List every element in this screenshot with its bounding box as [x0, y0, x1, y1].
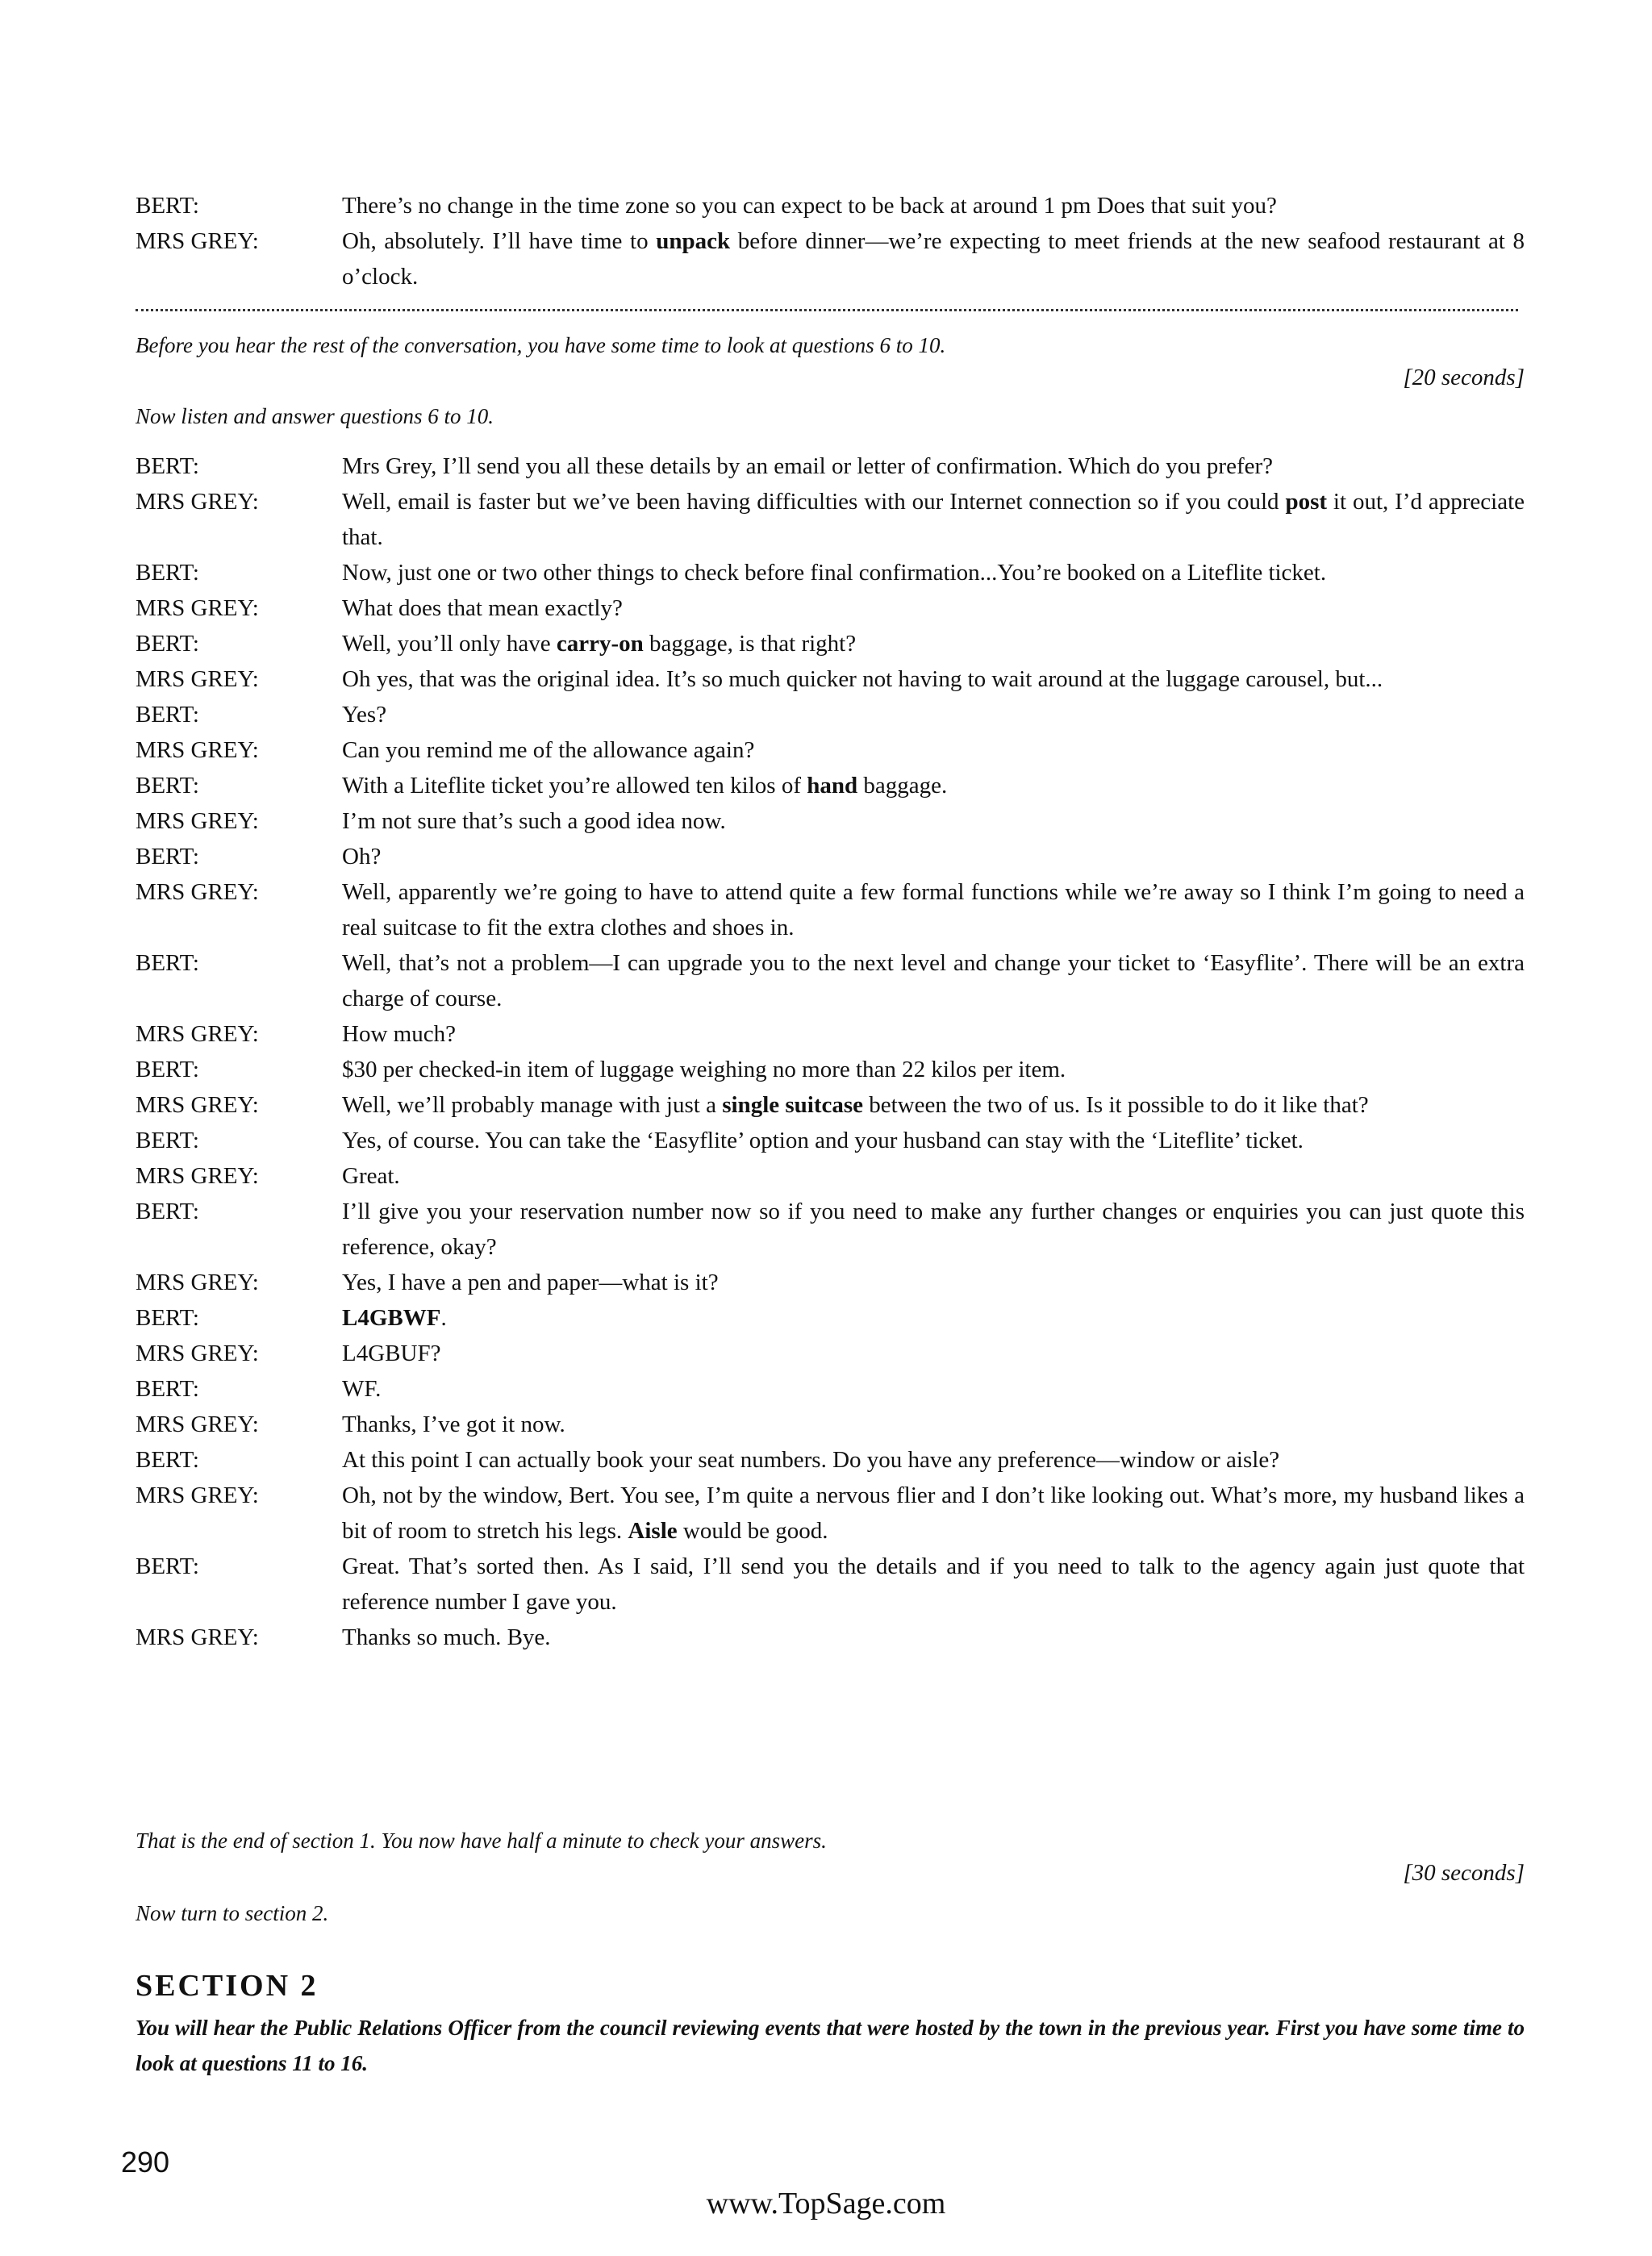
speaker-label: BERT:: [136, 1553, 199, 1579]
dialogue-block-main: [136, 448, 1525, 1655]
dialogue-row: [136, 1194, 1525, 1265]
instruction-turn-section-2: Now turn to section 2.: [136, 1901, 329, 1925]
speaker-label: MRS GREY:: [136, 1021, 259, 1047]
dialogue-line: Great. That’s sorted then. As I said, I’ll send you the details and if you need to talk to the agency again just quote that reference number I gave you.: [342, 1553, 1525, 1615]
dialogue-row: [136, 555, 1525, 590]
speaker-label: BERT:: [136, 1305, 199, 1331]
dialogue-row: [136, 590, 1525, 626]
dialogue-line: Thanks so much. Bye.: [342, 1624, 551, 1650]
dialogue-line: There’s no change in the time zone so you can expect to be back at around 1 pm Does that suit you?: [342, 193, 1277, 219]
dialogue-row: [136, 1158, 1525, 1194]
speaker-label: BERT:: [136, 773, 199, 799]
dialogue-row: [136, 732, 1525, 768]
instruction-listen: Now listen and answer questions 6 to 10.: [136, 404, 494, 428]
dialogue-row: [136, 803, 1525, 839]
dialogue-line: Well, email is faster but we’ve been having difficulties with our Internet connection so if you could post it out, I’d appreciate that.: [342, 489, 1525, 550]
instruction-end-section-1: That is the end of section 1. You now have half a minute to check your answers.: [136, 1829, 827, 1853]
dialogue-row: [136, 1442, 1525, 1478]
dialogue-row: [136, 1265, 1525, 1300]
dialogue-line: At this point I can actually book your seat numbers. Do you have any preference—window or aisle?: [342, 1447, 1280, 1473]
dialogue-line: I’m not sure that’s such a good idea now.: [342, 808, 726, 834]
speaker-label: MRS GREY:: [136, 879, 259, 905]
speaker-label: MRS GREY:: [136, 666, 259, 692]
dialogue-row: [136, 1087, 1525, 1123]
page-number: 290: [121, 2145, 170, 2179]
dialogue-row: [136, 1300, 1525, 1336]
speaker-label: BERT:: [136, 560, 199, 586]
dialogue-row: [136, 697, 1525, 732]
speaker-label: BERT:: [136, 1376, 199, 1402]
speaker-label: BERT:: [136, 453, 199, 479]
dotted-separator: [136, 309, 1518, 311]
dialogue-line: What does that mean exactly?: [342, 595, 623, 621]
dialogue-row: [136, 223, 1525, 294]
speaker-label: BERT:: [136, 950, 199, 976]
speaker-label: MRS GREY:: [136, 1270, 259, 1295]
dialogue-line: Thanks, I’ve got it now.: [342, 1412, 565, 1437]
dialogue-line: $30 per checked-in item of luggage weighing no more than 22 kilos per item.: [342, 1057, 1066, 1082]
speaker-label: BERT:: [136, 193, 199, 219]
dialogue-row: [136, 1052, 1525, 1087]
timing-20-seconds: [20 seconds]: [1403, 365, 1525, 390]
dialogue-row: [136, 1336, 1525, 1371]
dialogue-line: Yes?: [342, 702, 387, 728]
speaker-label: MRS GREY:: [136, 737, 259, 763]
dialogue-row: [136, 1478, 1525, 1549]
dialogue-line: Well, we’ll probably manage with just a single suitcase between the two of us. Is it possible to do it like that?: [342, 1092, 1369, 1118]
dialogue-row: [136, 661, 1525, 697]
speaker-label: BERT:: [136, 1199, 199, 1224]
dialogue-row: [136, 945, 1525, 1016]
dialogue-row: [136, 626, 1525, 661]
footer-url: www.TopSage.com: [706, 2187, 946, 2221]
dialogue-row: [136, 1123, 1525, 1158]
speaker-label: MRS GREY:: [136, 1412, 259, 1437]
speaker-label: MRS GREY:: [136, 1163, 259, 1189]
dialogue-block-top: [136, 188, 1525, 294]
section-heading: SECTION 2: [136, 1969, 319, 2003]
dialogue-row: [136, 188, 1525, 223]
dialogue-line: Yes, I have a pen and paper—what is it?: [342, 1270, 719, 1295]
dialogue-row: [136, 484, 1525, 555]
speaker-label: MRS GREY:: [136, 1341, 259, 1366]
speaker-label: BERT:: [136, 631, 199, 657]
dialogue-line: Oh, not by the window, Bert. You see, I’m quite a nervous flier and I don’t like looking out. What’s more, my husband likes a bit of room to stretch his legs. Aisle would be good.: [342, 1482, 1525, 1544]
dialogue-line: Oh?: [342, 844, 382, 869]
dialogue-line: Yes, of course. You can take the ‘Easyflite’ option and your husband can stay with the ‘Liteflite’ ticket.: [342, 1128, 1304, 1153]
dialogue-line: Mrs Grey, I’ll send you all these details by an email or letter of confirmation. Which do you prefer?: [342, 453, 1273, 479]
section-intro: You will hear the Public Relations Officer from the council reviewing events that were hosted by the town in the previous year. First you have some time to look at questions 11 to 16.: [136, 2016, 1525, 2075]
dialogue-line: Great.: [342, 1163, 400, 1189]
speaker-label: MRS GREY:: [136, 228, 259, 254]
dialogue-line: Now, just one or two other things to check before final confirmation...You’re booked on a Liteflite ticket.: [342, 560, 1327, 586]
speaker-label: MRS GREY:: [136, 1092, 259, 1118]
speaker-label: MRS GREY:: [136, 489, 259, 515]
dialogue-row: [136, 1016, 1525, 1052]
speaker-label: MRS GREY:: [136, 595, 259, 621]
dialogue-row: [136, 1371, 1525, 1407]
dialogue-row: [136, 1407, 1525, 1442]
dialogue-line: Well, apparently we’re going to have to attend quite a few formal functions while we’re away so I think I’m going to need a real suitcase to fit the extra clothes and shoes in.: [342, 879, 1525, 940]
dialogue-line: Well, that’s not a problem—I can upgrade you to the next level and change your ticket to ‘Easyflite’. There will be an extra charge of course.: [342, 950, 1525, 1011]
dialogue-row: [136, 768, 1525, 803]
dialogue-row: [136, 448, 1525, 484]
speaker-label: MRS GREY:: [136, 1482, 259, 1508]
dialogue-row: [136, 1549, 1525, 1620]
dialogue-row: [136, 839, 1525, 874]
speaker-label: BERT:: [136, 844, 199, 869]
speaker-label: BERT:: [136, 702, 199, 728]
dialogue-line: How much?: [342, 1021, 456, 1047]
speaker-label: BERT:: [136, 1447, 199, 1473]
dialogue-line: With a Liteflite ticket you’re allowed ten kilos of hand baggage.: [342, 773, 948, 799]
dialogue-line: L4GBUF?: [342, 1341, 441, 1366]
speaker-label: BERT:: [136, 1128, 199, 1153]
speaker-label: MRS GREY:: [136, 808, 259, 834]
dialogue-line: Oh yes, that was the original idea. It’s so much quicker not having to wait around at the luggage carousel, but...: [342, 666, 1383, 692]
speaker-label: MRS GREY:: [136, 1624, 259, 1650]
dialogue-line: L4GBWF.: [342, 1305, 447, 1331]
dialogue-row: [136, 1620, 1525, 1655]
dialogue-line: WF.: [342, 1376, 382, 1402]
instruction-questions-6-10: Before you hear the rest of the conversation, you have some time to look at questions 6 to 10.: [136, 333, 946, 357]
dialogue-line: Oh, absolutely. I’ll have time to unpack before dinner—we’re expecting to meet friends at the new seafood restaurant at 8 o’clock.: [342, 228, 1525, 290]
dialogue-line: Can you remind me of the allowance again?: [342, 737, 755, 763]
speaker-label: BERT:: [136, 1057, 199, 1082]
timing-30-seconds: [30 seconds]: [1403, 1860, 1525, 1886]
dialogue-line: Well, you’ll only have carry-on baggage, is that right?: [342, 631, 857, 657]
dialogue-line: I’ll give you your reservation number now so if you need to make any further changes or enquiries you can just quote this reference, okay?: [342, 1199, 1525, 1260]
dialogue-row: [136, 874, 1525, 945]
